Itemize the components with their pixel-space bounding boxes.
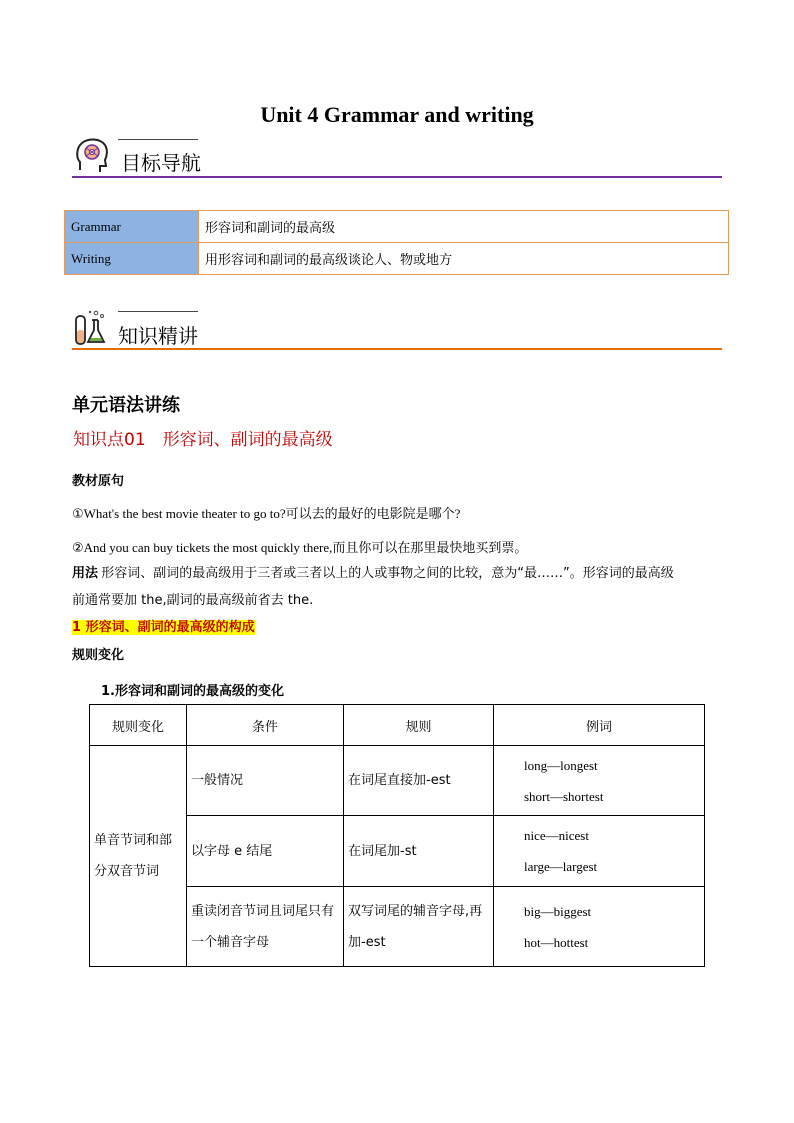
- usage-text: 形容词、副词的最高级用于三者或三者以上的人或事物之间的比较，意为“最……”。形容词的最高级: [101, 566, 674, 581]
- column-header: 例词: [494, 705, 705, 746]
- usage-text-continued: 前通常要加 the,副词的最高级前省去 the.: [72, 593, 314, 608]
- page-title: Unit 4 Grammar and writing: [260, 102, 534, 127]
- example-number: ①: [72, 506, 84, 521]
- example-text: And you can buy tickets the most quickly there,而且你可以在那里最快地买到票。: [83, 540, 528, 555]
- example-number: ②: [72, 540, 84, 555]
- condition-cell: 一般情况: [187, 746, 344, 816]
- brain-gear-icon: [74, 136, 110, 176]
- example-cell: [494, 746, 705, 816]
- goal-key: Grammar: [65, 211, 199, 243]
- section-divider: [72, 176, 722, 178]
- unit-heading: 单元语法讲练: [72, 395, 180, 416]
- example-word: short—shortest: [524, 788, 604, 804]
- knowledge-point-heading: 知识点01 形容词、副词的最高级: [73, 430, 333, 450]
- rules-label: 规则变化: [72, 648, 125, 663]
- usage-paragraph: [72, 562, 732, 581]
- rule-cell: 在词尾直接加-est: [344, 746, 494, 816]
- example-cell: [494, 887, 705, 967]
- table-row: [65, 211, 729, 243]
- rule-cell: 在词尾加-st: [344, 816, 494, 887]
- group-label-line: 单音节词和部: [94, 833, 173, 848]
- usage-label: 用法: [72, 566, 99, 581]
- example-word: nice—nicest: [524, 828, 589, 843]
- condition-cell: [187, 887, 344, 967]
- source-label: 教材原句: [72, 474, 125, 489]
- example-word: big—biggest: [524, 903, 592, 919]
- rule-cell: [344, 887, 494, 967]
- table-caption: 1.形容词和副词的最高级的变化: [101, 684, 284, 699]
- table-header-row: [90, 705, 705, 746]
- goal-key: Writing: [65, 243, 199, 275]
- condition-line: 重读闭音节词且词尾只有: [191, 903, 335, 919]
- column-header: 规则: [344, 705, 494, 746]
- section-title-goals: 目标导航: [121, 151, 201, 175]
- example-cell: [494, 816, 705, 887]
- table-row: [65, 243, 729, 275]
- example-text: What's the best movie theater to go to?可以去的最好的电影院是哪个?: [83, 506, 461, 521]
- section-divider: [72, 348, 722, 350]
- column-header: 条件: [187, 705, 344, 746]
- column-header: 规则变化: [90, 705, 187, 746]
- example-word: large—largest: [524, 859, 598, 874]
- structure-heading: [72, 616, 255, 635]
- goals-table: [64, 210, 729, 275]
- section-accent-line: [118, 311, 198, 312]
- goal-value: 用形容词和副词的最高级谈论人、物或地方: [199, 243, 729, 275]
- lab-flask-icon: [72, 308, 108, 348]
- section-accent-line: [118, 139, 198, 140]
- example-word: long—longest: [524, 757, 598, 773]
- condition-cell: 以字母 e 结尾: [187, 816, 344, 887]
- rule-line: 加-est: [348, 934, 386, 950]
- group-label-line: 分双音节词: [94, 864, 160, 879]
- group-label-cell: [90, 746, 187, 967]
- example-sentence: [72, 503, 460, 522]
- condition-line: 一个辅音字母: [191, 934, 270, 950]
- example-sentence: [72, 537, 527, 556]
- goal-value: 形容词和副词的最高级: [199, 211, 729, 243]
- highlighted-heading: 1 形容词、副词的最高级的构成: [72, 620, 255, 635]
- rule-line: 双写词尾的辅音字母,再: [348, 903, 483, 919]
- example-word: hot—hottest: [524, 934, 589, 950]
- section-title-knowledge: 知识精讲: [118, 324, 198, 348]
- table-row: [90, 746, 705, 816]
- superlative-rules-table: [89, 704, 705, 967]
